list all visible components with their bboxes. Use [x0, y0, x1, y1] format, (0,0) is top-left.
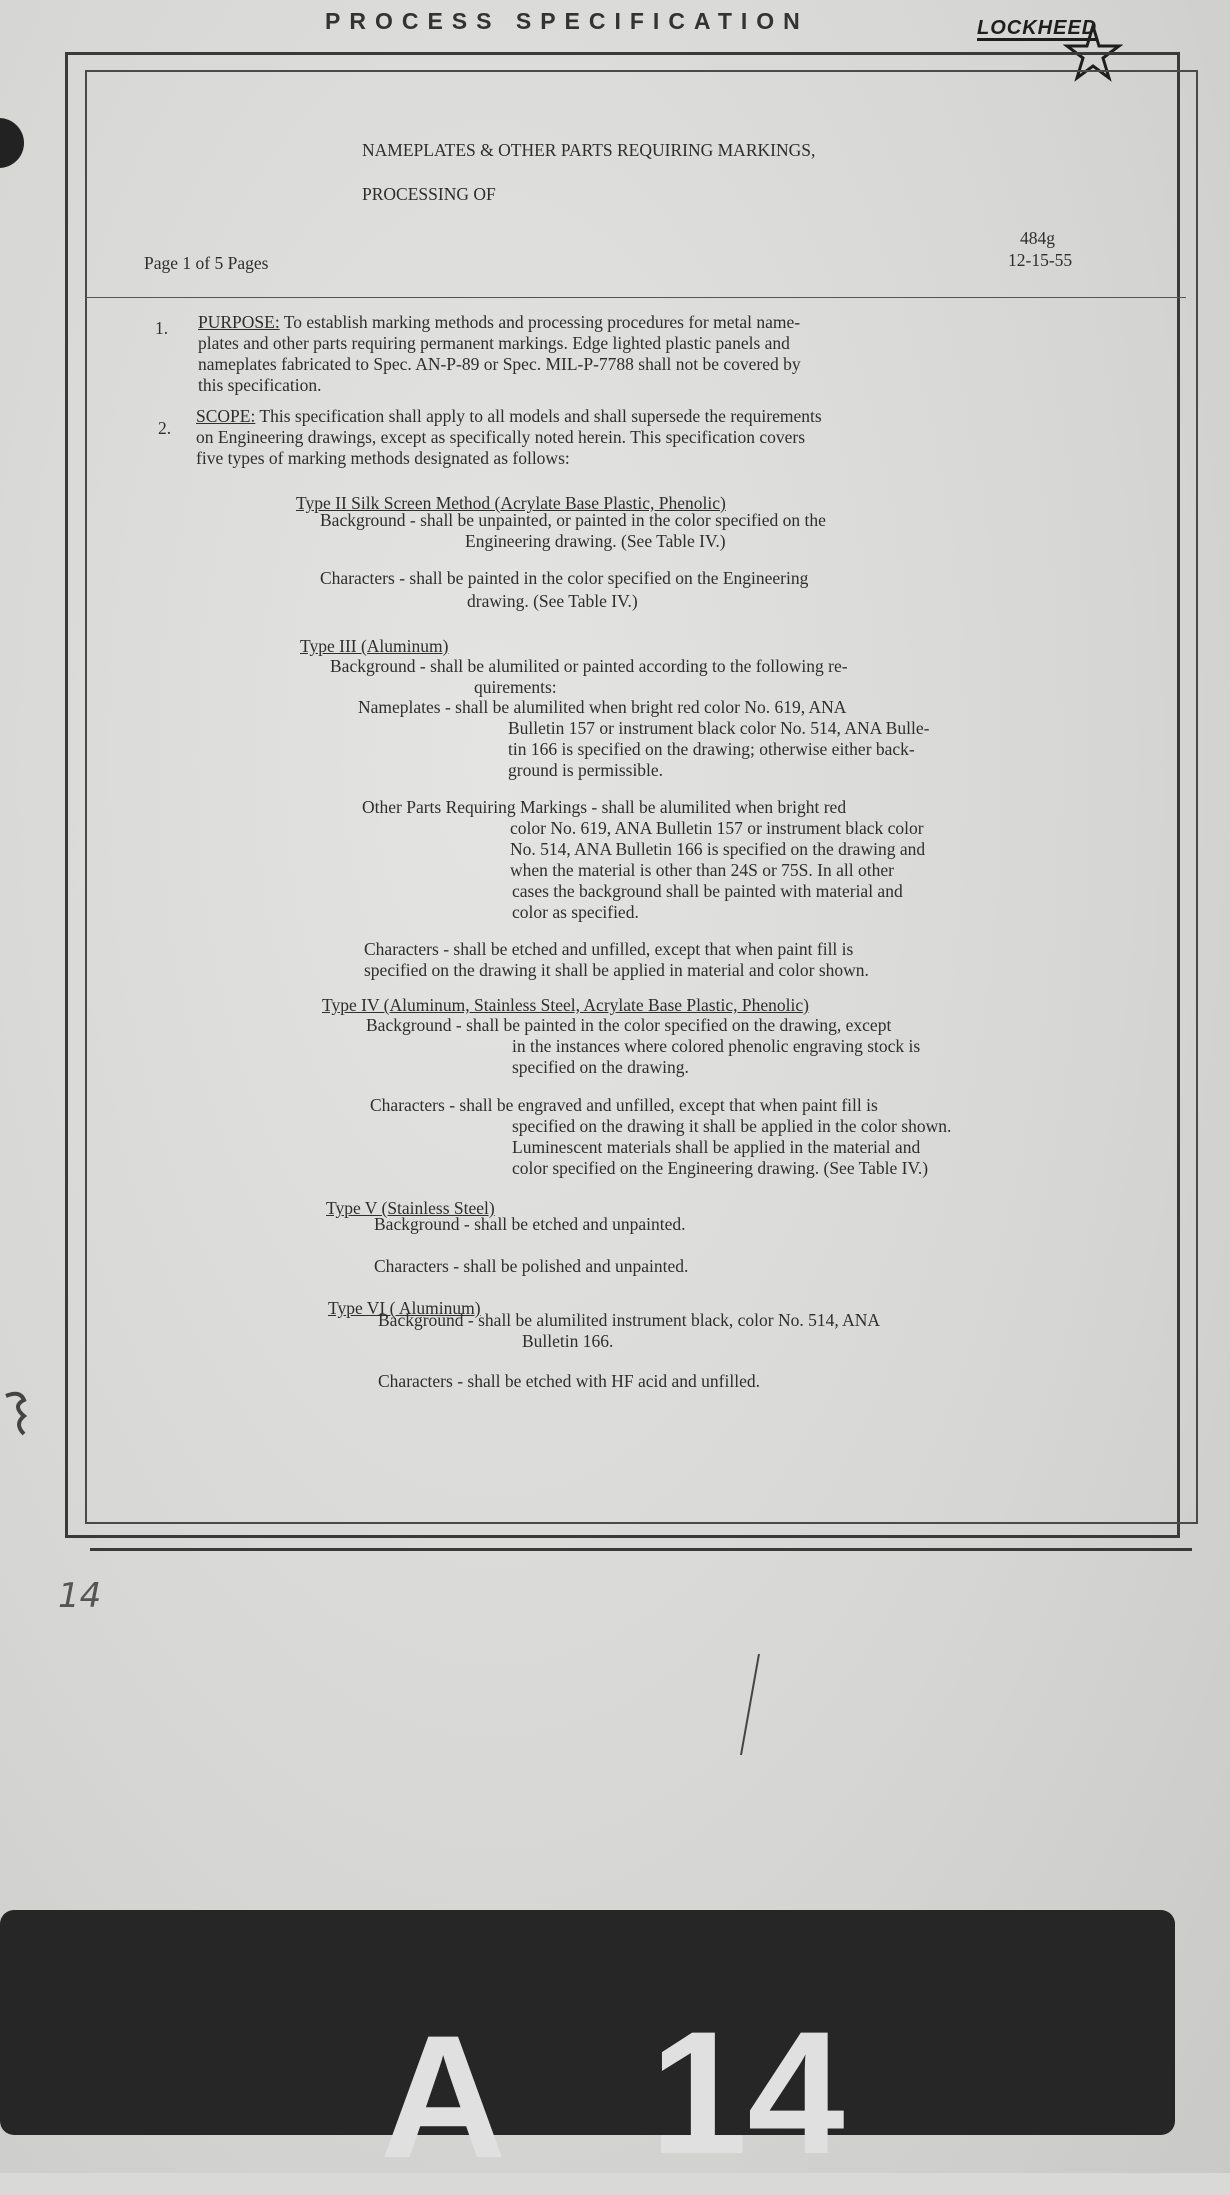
type2-characters-line2: drawing. (See Table IV.)	[467, 591, 638, 611]
header-divider	[86, 297, 1186, 298]
scope-line-1	[196, 406, 822, 427]
type4-background-line1: Background - shall be painted in the color specified on the drawing, except	[366, 1015, 892, 1035]
purpose-paragraph	[198, 312, 801, 396]
type2-background-line1: Background - shall be unpainted, or painted in the color specified on the	[320, 510, 826, 530]
type3-otherparts-line4: when the material is other than 24S or 75S. In all other	[510, 860, 894, 880]
type6-background-line1: Background - shall be alumilited instrument black, color No. 514, ANA	[378, 1310, 881, 1330]
type3-background-line2: quirements:	[474, 677, 557, 697]
doc-title-line2: PROCESSING OF	[362, 184, 496, 204]
spec-date: 12-15-55	[1008, 250, 1073, 270]
binder-clip-mark	[2, 1390, 32, 1438]
purpose-heading: PURPOSE:	[198, 312, 280, 332]
type3-nameplates-line4: ground is permissible.	[508, 760, 664, 780]
type4-characters-line1: Characters - shall be engraved and unfilled, except that when paint fill is	[370, 1095, 878, 1115]
type6-background-line2: Bulletin 166.	[522, 1331, 614, 1351]
spec-number: 484g	[1020, 228, 1055, 248]
frame-number: 14	[650, 1996, 845, 2191]
type6-characters: Characters - shall be etched with HF acid and unfilled.	[378, 1371, 760, 1391]
type3-otherparts-line2: color No. 619, ANA Bulletin 157 or instrument black color	[510, 818, 924, 838]
type4-heading-text: Type IV (Aluminum, Stainless Steel, Acrylate Base Plastic, Phenolic)	[322, 995, 809, 1015]
type3-nameplates-line1: Nameplates - shall be alumilited when bright red color No. 619, ANA	[358, 697, 847, 717]
type6-heading-text: Type VI ( Aluminum)	[328, 1298, 481, 1318]
type2-heading-text: Type II Silk Screen Method (Acrylate Base Plastic, Phenolic)	[296, 493, 726, 513]
bottom-double-rule	[90, 1548, 1192, 1551]
frame-letter: A	[380, 2000, 507, 2195]
type4-background-line2: in the instances where colored phenolic engraving stock is	[512, 1036, 921, 1056]
type5-background: Background - shall be etched and unpainted.	[374, 1214, 686, 1234]
type5-heading-text: Type V (Stainless Steel)	[326, 1198, 495, 1218]
type3-characters-line2: specified on the drawing it shall be applied in material and color shown.	[364, 960, 869, 980]
logo-text: LOCKHEED	[977, 17, 1098, 39]
spec-header-title: PROCESS SPECIFICATION	[325, 8, 809, 34]
scope-text-1: This specification shall apply to all models and shall supersede the requirements	[259, 406, 822, 426]
type5-characters: Characters - shall be polished and unpainted.	[374, 1256, 689, 1276]
type3-otherparts-line5: cases the background shall be painted with material and	[512, 881, 903, 901]
type3-background-line1: Background - shall be alumilited or painted according to the following re-	[330, 656, 848, 676]
type4-characters-line4: color specified on the Engineering drawing. (See Table IV.)	[512, 1158, 929, 1178]
page-info: Page 1 of 5 Pages	[144, 253, 269, 273]
binder-tab	[0, 118, 24, 168]
scope-heading: SCOPE:	[196, 406, 256, 426]
scope-number: 2.	[158, 418, 172, 438]
type3-characters-line1: Characters - shall be etched and unfilled, except that when paint fill is	[364, 939, 854, 959]
scope-line-2: on Engineering drawings, except as specifically noted herein. This specification covers	[196, 427, 806, 447]
type4-characters-line3: Luminescent materials shall be applied in the material and	[512, 1137, 921, 1157]
type4-heading	[322, 995, 809, 1016]
handwritten-page-number: 14	[58, 1576, 102, 1616]
purpose-line-1	[198, 312, 801, 333]
scope-line-3: five types of marking methods designated as follows:	[196, 448, 570, 468]
frame-label-bar	[0, 1910, 1175, 2195]
type3-nameplates-line2: Bulletin 157 or instrument black color No. 514, ANA Bulle-	[508, 718, 930, 738]
type4-characters-line2: specified on the drawing it shall be applied in the color shown.	[512, 1116, 952, 1136]
scope-paragraph	[196, 406, 822, 469]
type3-heading-text: Type III (Aluminum)	[300, 636, 449, 656]
purpose-line-3: nameplates fabricated to Spec. AN-P-89 or Spec. MIL-P-7788 shall not be covered by	[198, 354, 801, 374]
type3-heading	[300, 636, 448, 657]
purpose-text-1: To establish marking methods and processing procedures for metal name-	[283, 312, 801, 332]
type3-otherparts-line6: color as specified.	[512, 902, 639, 922]
type4-background-line3: specified on the drawing.	[512, 1057, 689, 1077]
doc-title-line1: NAMEPLATES & OTHER PARTS REQUIRING MARKINGS,	[362, 140, 816, 160]
purpose-line-4: this specification.	[198, 375, 322, 395]
type3-nameplates-line3: tin 166 is specified on the drawing; otherwise either back-	[508, 739, 915, 759]
purpose-line-2: plates and other parts requiring permanent markings. Edge lighted plastic panels and	[198, 333, 790, 353]
type3-otherparts-line3: No. 514, ANA Bulletin 166 is specified on the drawing and	[510, 839, 926, 859]
purpose-number: 1.	[155, 318, 169, 338]
pen-stroke-mark	[735, 1650, 765, 1760]
type3-otherparts-line1: Other Parts Requiring Markings - shall be alumilited when bright red	[362, 797, 847, 817]
type2-characters-line1: Characters - shall be painted in the color specified on the Engineering	[320, 568, 809, 588]
type2-background-line2: Engineering drawing. (See Table IV.)	[465, 531, 726, 551]
